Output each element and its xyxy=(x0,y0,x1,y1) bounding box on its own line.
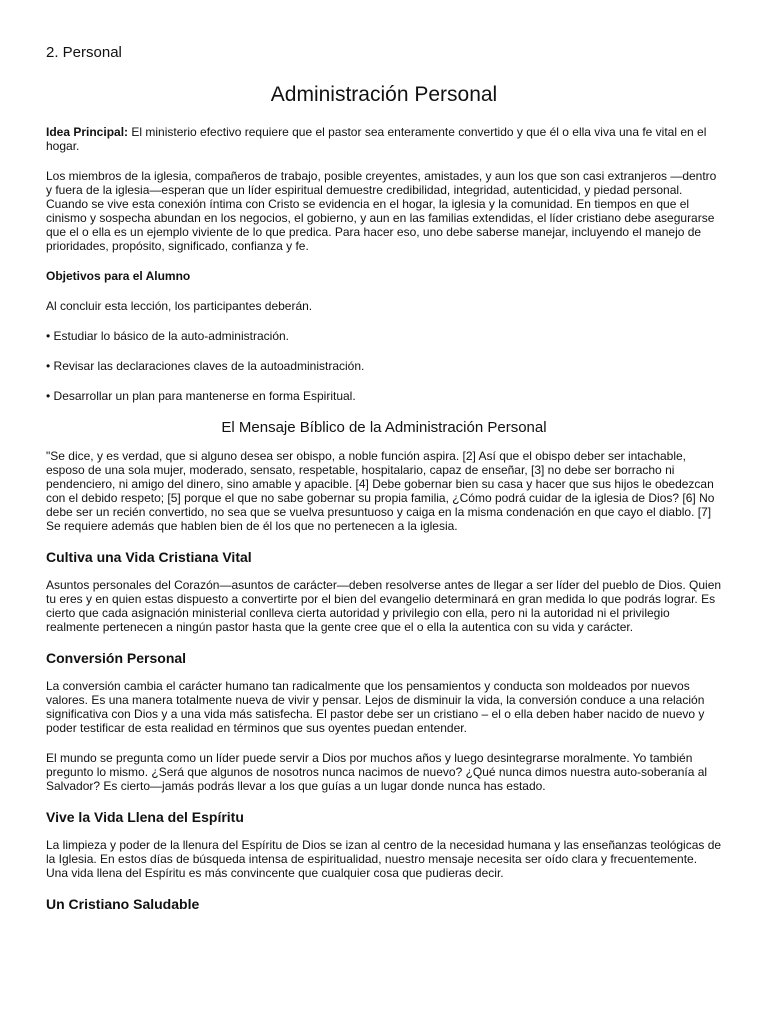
cultiva-paragraph: Asuntos personales del Corazón—asuntos de carácter—deben resolverse antes de llegar a ser líder del pueblo de Dios. Quien tu eres y en quien estas dispuesto a convertirte por el bien del evangelio determinará en gran medida lo que podrás lograr. Es cierto que cada asignación ministerial conlleva cierta autoridad y privilegio con ella, pero ni la autoridad ni el privilegio realmente pertenecen a ningún pastor hasta que la gente cree que el o ella la autentica con su vida y carácter. xyxy=(46,578,722,634)
objective-item: • Desarrollar un plan para mantenerse en forma Espiritual. xyxy=(46,389,356,403)
objectives-heading: Objetivos para el Alumno xyxy=(46,269,191,283)
espiritu-heading: Vive la Vida Llena del Espíritu xyxy=(46,809,244,825)
conversion-paragraph-1: La conversión cambia el carácter humano tan radicalmente que los pensamientos y conducta son moldeados por nuevos valores. Es una manera totalmente nueva de vivir y pensar. Lejos de disminuir la vida, la conversión conduce a una relación significativa con Dios y a una vida más satisfecha. El pastor debe ser un cristiano – el o ella deben haber nacido de nuevo y poder testificar de esta realidad en términos que sus oyentes puedan entender. xyxy=(46,679,705,735)
biblical-message-paragraph: "Se dice, y es verdad, que si alguno desea ser obispo, a noble función aspira. [2] Así que el obispo deber ser intachable, esposo de una sola mujer, moderado, sensato, respetable, hospitalario, capaz de enseñar, [3] no debe ser borracho ni pendenciero, ni amigo del dinero, sino amable y apacible. [4] Debe gobernar bien su casa y hacer que sus hijos le obedezcan con el debido respeto; [5] porque el que no sabe gobernar su propia familia, ¿Cómo podrá cuidar de la iglesia de Dios? [6] No debe ser un recién convertido, no sea que se vuelva presuntuoso y caiga en la misma condenación en que cayo el diablo. [7] Se requiere además que hablen bien de él los que no pertenecen a la iglesia. xyxy=(46,449,715,533)
main-idea-text: El ministerio efectivo requiere que el pastor sea enteramente convertido y que él o ella viva una fe vital en el hogar. xyxy=(46,125,707,153)
main-idea-label: Idea Principal: xyxy=(46,125,129,139)
conversion-paragraph-2: El mundo se pregunta como un líder puede servir a Dios por muchos años y luego desintegrarse moralmente. Yo también pregunto lo mismo. ¿Será que algunos de nosotros nunca nacimos de nuevo? ¿Qué nunca dimos nuestra auto-soberanía al Salvador? Es cierto—jamás podrás llevar a los que guías a un lugar donde nunca has estado. xyxy=(46,751,708,793)
intro-paragraph: Los miembros de la iglesia, compañeros de trabajo, posible creyentes, amistades, y aun los que son casi extranjeros —dentro y fuera de la iglesia—esperan que un líder espiritual demuestre credibilidad, integridad, autenticidad, y piedad personal. Cuando se vive esta conexión íntima con Cristo se evidencia en el hogar, la iglesia y la comunidad. En tiempos en que el cinismo y sospecha abundan en los negocios, el gobierno, y aun en las familias extendidas, el líder cristiano debe asegurarse que el o ella es un ejemplo viviente de lo que predica. Para hacer eso, uno debe saberse manejar, incluyendo el manejo de prioridades, propósito, significado, confianza y fe. xyxy=(46,169,717,253)
conversion-heading: Conversión Personal xyxy=(46,650,187,666)
biblical-message-heading: El Mensaje Bíblico de la Administración Personal xyxy=(221,419,547,436)
espiritu-paragraph: La limpieza y poder de la llenura del Espíritu de Dios se izan al centro de la necesidad humana y las enseñanzas teológicas de la Iglesia. En estos días de búsqueda intensa de espiritualidad, nuestro mensaje necesita ser oído clara y frecuentemente. Una vida llena del Espíritu es más convincente que cualquier cosa que pudieras decir. xyxy=(46,838,722,880)
section-number: 2. Personal xyxy=(46,44,122,61)
objective-item: • Revisar las declaraciones claves de la autoadministración. xyxy=(46,359,365,373)
page-title: Administración Personal xyxy=(270,83,498,106)
cultiva-heading: Cultiva una Vida Cristiana Vital xyxy=(46,549,252,565)
objectives-intro: Al concluir esta lección, los participantes deberán. xyxy=(46,299,313,313)
main-idea-paragraph xyxy=(46,125,722,153)
objective-item: • Estudiar lo básico de la auto-administración. xyxy=(46,329,289,343)
saludable-heading: Un Cristiano Saludable xyxy=(46,896,200,912)
